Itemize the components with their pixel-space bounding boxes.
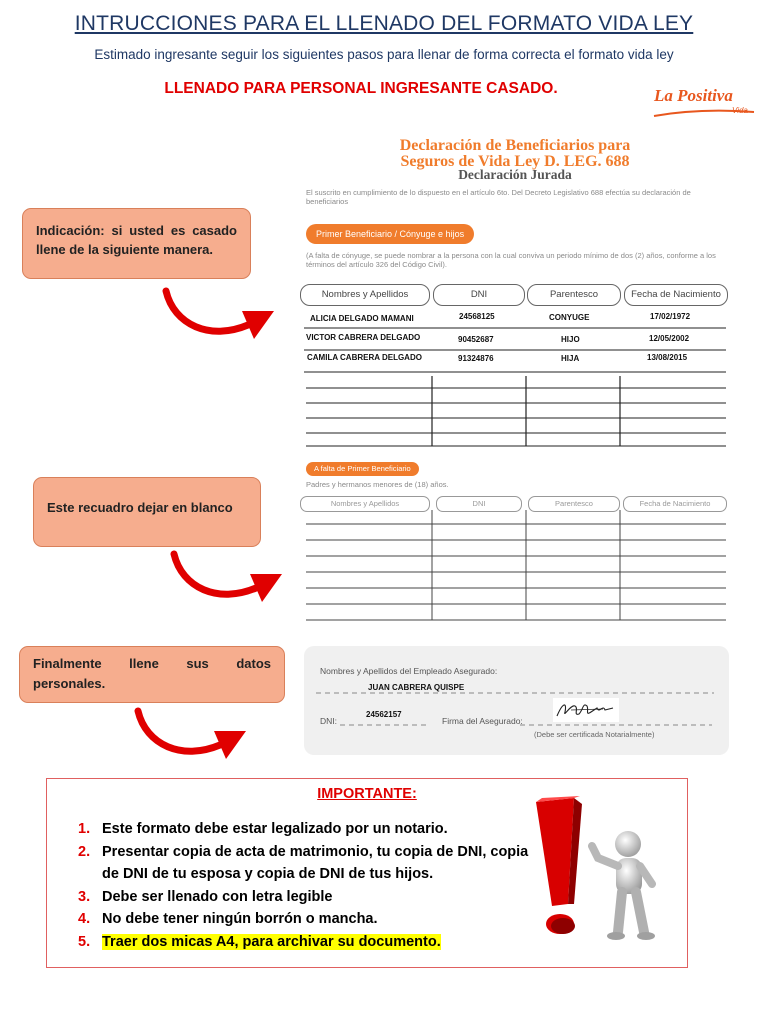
item-text: Presentar copia de acta de matrimonio, tu copia de DNI, copia de DNI de tu esposa y copia de DNI de tus hijos. <box>102 843 529 882</box>
form-title-line1: Declaración de Beneficiarios para <box>399 137 631 154</box>
form-title-line2: Seguros de Vida Ley D. LEG. 688 <box>400 153 630 170</box>
curved-arrow-icon <box>132 705 252 775</box>
callout-married: Indicación: si usted es casado llene de la siguiente manera. <box>22 208 251 279</box>
col-header-name: Nombres y Apellidos <box>300 284 430 306</box>
form-subtitle: Declaración Jurada <box>458 167 572 182</box>
row2-relation: HIJO <box>561 335 580 344</box>
item-text: Debe ser llenado con letra legible <box>102 888 333 905</box>
row2-birth: 12/05/2002 <box>649 334 690 343</box>
list-item <box>78 931 548 954</box>
curved-arrow-icon <box>160 285 280 355</box>
employee-label: Nombres y Apellidos del Empleado Asegurado: <box>320 666 498 676</box>
important-title: IMPORTANTE: <box>317 786 417 802</box>
list-item <box>78 908 548 931</box>
beneficiary-table-grid <box>300 300 730 450</box>
row3-name: CAMILA CABRERA DELGADO <box>307 353 422 362</box>
row1-birth: 17/02/1972 <box>650 312 691 321</box>
dni-dashed-line <box>340 722 430 728</box>
row1-relation: CONYUGE <box>549 313 590 322</box>
item-text: No debe tener ningún borrón o mancha. <box>102 911 378 927</box>
row1-name: ALICIA DELGADO MAMANI <box>310 314 414 323</box>
row2-name: VICTOR CABRERA DELGADO <box>306 333 421 342</box>
col2-header-relation: Parentesco <box>528 496 620 512</box>
col2-header-name: Nombres y Apellidos <box>300 496 430 512</box>
col-header-dni: DNI <box>433 284 525 306</box>
section1-note: (A falta de cónyuge, se puede nombrar a la persona con la cual conviva un periodo mínimo de dos (2) años, conforme a los términos del artículo 326 del Código Civil). <box>306 251 716 269</box>
section1-label: Primer Beneficiario / Cónyuge e hijos <box>306 224 474 244</box>
col-header-birth: Fecha de Nacimiento <box>624 284 728 306</box>
dni-label: DNI: <box>320 716 337 726</box>
important-list <box>78 818 548 953</box>
section-title: LLENADO PARA PERSONAL INGRESANTE CASADO. <box>164 80 558 97</box>
col-header-relation: Parentesco <box>527 284 621 306</box>
la-positiva-logo <box>650 86 760 122</box>
signature-icon <box>553 698 619 722</box>
page-title: INTRUCCIONES PARA EL LLENADO DEL FORMATO VIDA LEY <box>74 12 694 35</box>
name-dashed-line <box>316 690 716 696</box>
logo-sub: Vida <box>732 106 748 115</box>
list-item <box>78 841 548 886</box>
item-number: 2. <box>78 843 91 860</box>
page-subtitle: Estimado ingresante seguir los siguientes pasos para llenar de forma correcta el formato vida ley <box>94 47 674 62</box>
person-figure-icon <box>588 828 668 946</box>
employee-name: JUAN CABRERA QUISPE <box>368 683 465 692</box>
row3-dni: 91324876 <box>458 354 494 363</box>
row1-dni: 24568125 <box>459 312 495 321</box>
curved-arrow-icon <box>168 548 288 618</box>
item-text-highlighted: Traer dos micas A4, para archivar su documento. <box>102 933 441 950</box>
signature-label: Firma del Asegurado: <box>442 716 523 726</box>
row3-relation: HIJA <box>561 354 580 363</box>
exclamation-mark-icon <box>528 796 590 942</box>
list-item <box>78 818 548 841</box>
row2-dni: 90452687 <box>458 335 494 344</box>
secondary-table-grid <box>300 510 730 625</box>
row3-birth: 13/08/2015 <box>647 353 688 362</box>
item-number: 5. <box>78 933 91 950</box>
list-item <box>78 886 548 909</box>
item-number: 1. <box>78 821 91 837</box>
section2-label: A falta de Primer Beneficiario <box>306 462 419 476</box>
col2-header-birth: Fecha de Nacimiento <box>623 496 727 512</box>
item-number: 4. <box>78 911 91 927</box>
notary-note: (Debe ser certificada Notarialmente) <box>534 730 655 739</box>
logo-swoosh-icon <box>650 86 760 122</box>
callout-personal: Finalmente llene sus datos personales. <box>19 646 285 703</box>
signature-dashed-line <box>520 722 714 728</box>
form-intro: El suscrito en cumplimiento de lo dispuesto en el artículo 6to. Del Decreto Legislativo 688 efectúa su declaración de beneficiarios <box>306 188 691 206</box>
logo-text: La Positiva <box>654 86 733 105</box>
employee-dni: 24562157 <box>366 710 402 719</box>
section2-note: Padres y hermanos menores de (18) años. <box>306 480 449 489</box>
item-text: Este formato debe estar legalizado por un notario. <box>102 821 448 837</box>
col2-header-dni: DNI <box>436 496 522 512</box>
callout-blank: Este recuadro dejar en blanco <box>33 477 261 547</box>
employee-data-box <box>304 646 729 755</box>
item-number: 3. <box>78 888 91 905</box>
